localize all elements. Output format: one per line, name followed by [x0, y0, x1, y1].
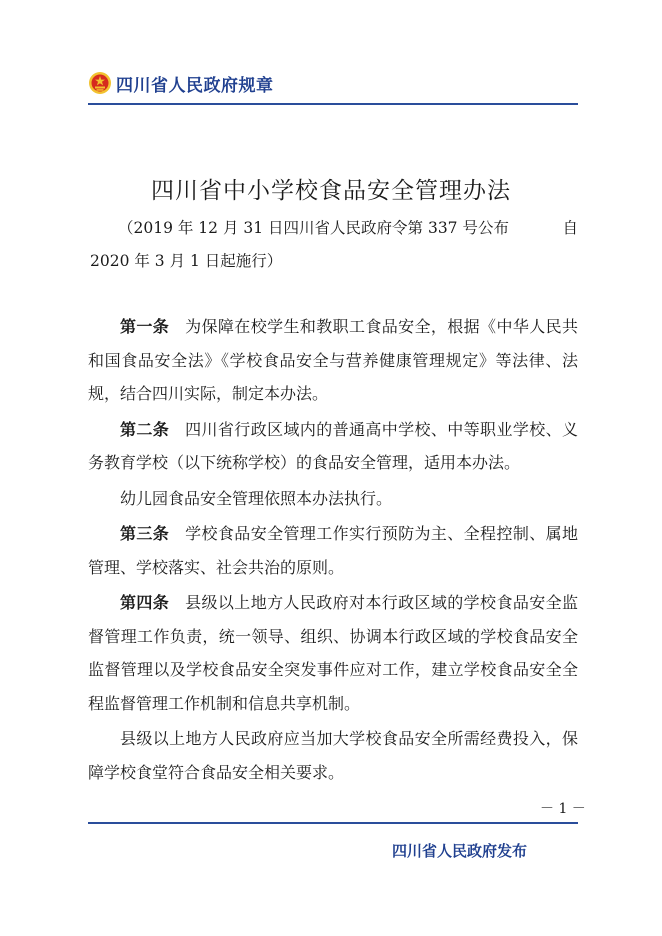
header-divider	[88, 103, 578, 105]
national-emblem-icon	[88, 71, 112, 95]
article-text: 幼儿园食品安全管理依照本办法执行。	[120, 488, 393, 508]
footer-publisher: 四川省人民政府发布	[392, 842, 528, 860]
document-body	[88, 310, 578, 789]
article-paragraph	[88, 586, 578, 720]
subtitle-line1: （2019 年 12 月 31 日四川省人民政府令第 337 号公布	[118, 219, 509, 237]
article-text: 四川省行政区域内的普通高中学校、中等职业学校、义务教育学校（以下统称学校）的食品安全管理，适用本办法。	[88, 419, 578, 472]
article-text: 县级以上地方人民政府应当加大学校食品安全所需经费投入，保障学校食堂符合食品安全相关要求。	[88, 729, 578, 782]
article-number: 第三条	[120, 524, 170, 543]
article-number: 第一条	[120, 317, 170, 336]
document-title: 四川省中小学校食品安全管理办法	[151, 178, 511, 204]
article-paragraph	[88, 722, 578, 789]
article-paragraph	[88, 413, 578, 480]
article-paragraph	[88, 310, 578, 411]
subtitle-line2: 2020 年 3 月 1 日起施行）	[90, 252, 283, 270]
article-number: 第二条	[120, 419, 170, 439]
page-header	[88, 68, 274, 98]
subtitle-line1-end: 自	[562, 219, 578, 237]
article-text: 县级以上地方人民政府对本行政区域的学校食品安全监督管理工作负责，统一领导、组织、协调本行政区域的学校食品安全监督管理以及学校食品安全突发事件应对工作，建立学校食品安全全程监督管理工作机制和信息共享机制。	[88, 593, 578, 713]
article-paragraph	[88, 517, 578, 584]
footer-divider	[88, 822, 578, 824]
article-text: 为保障在校学生和教职工食品安全，根据《中华人民共和国食品安全法》《学校食品安全与营养健康管理规定》等法律、法规，结合四川实际，制定本办法。	[88, 317, 578, 403]
article-paragraph	[88, 482, 578, 516]
document-subtitle	[90, 212, 578, 278]
page-number: － 1 －	[540, 801, 586, 817]
header-title: 四川省人民政府规章	[116, 75, 274, 96]
article-text: 学校食品安全管理工作实行预防为主、全程控制、属地管理、学校落实、社会共治的原则。	[88, 524, 578, 577]
article-number: 第四条	[120, 593, 170, 612]
